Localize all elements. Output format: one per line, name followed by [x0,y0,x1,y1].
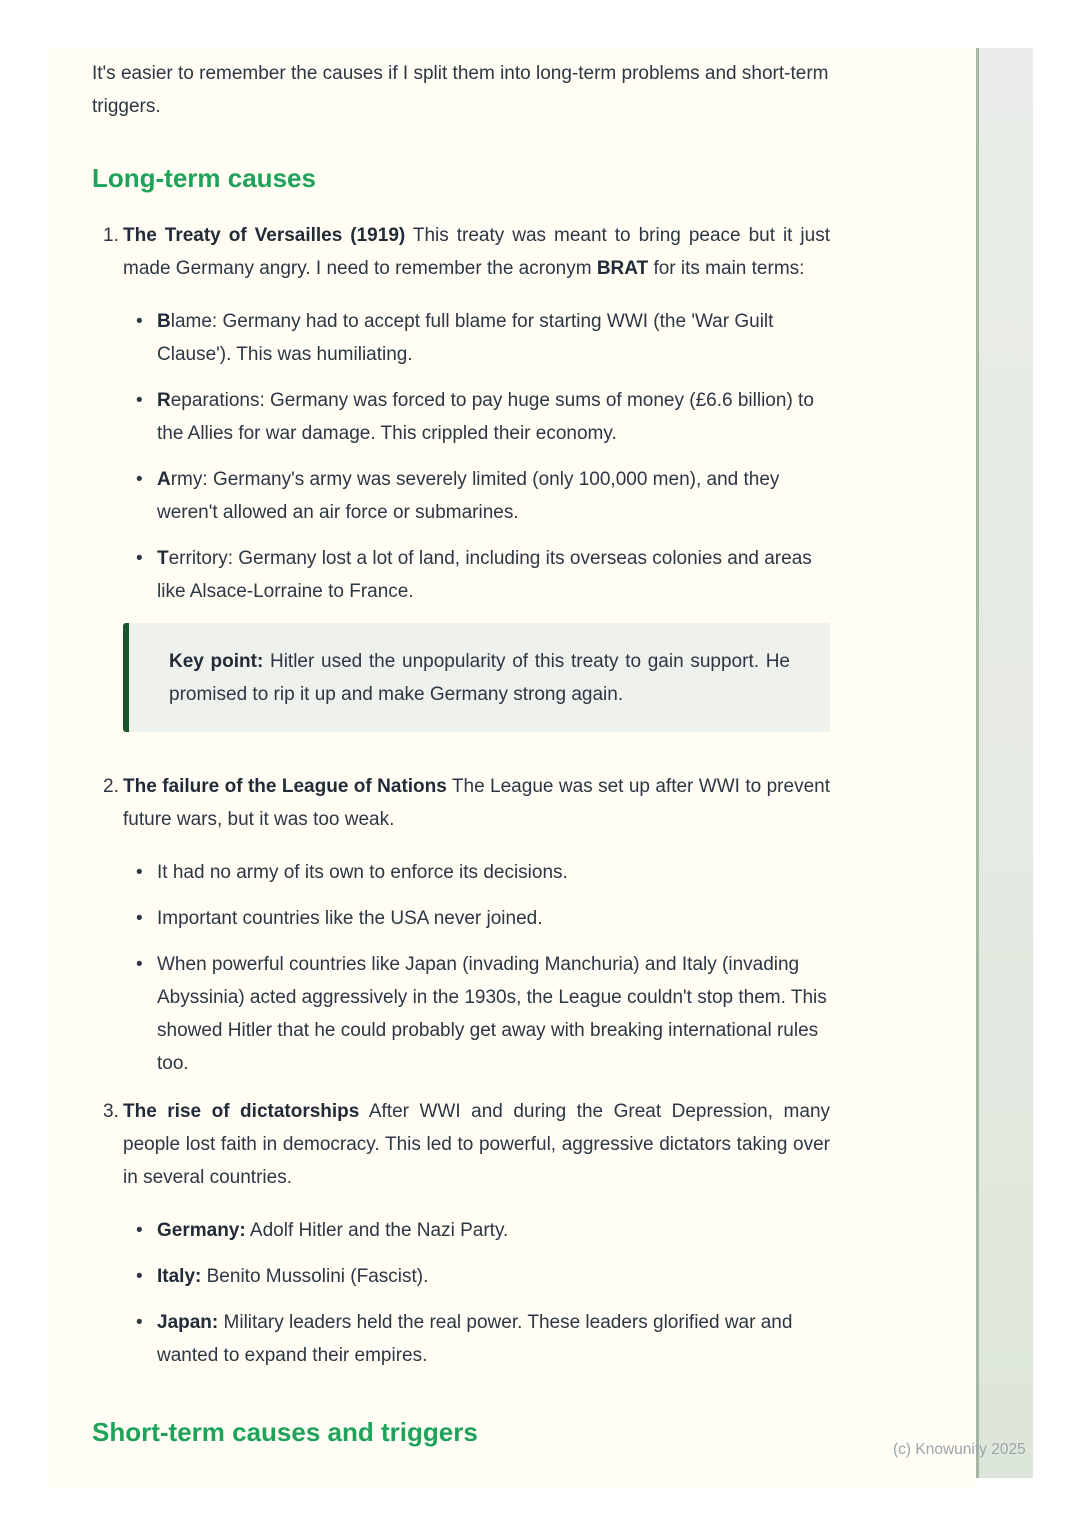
copyright-watermark: (c) Knowunity 2025 [893,1441,1026,1458]
bullet-item-army [123,463,830,529]
item-body [123,770,830,1095]
keypoint-callout [123,623,830,732]
bullet-list-dictators [123,1214,830,1372]
item-number: 1. [103,225,119,246]
bullet-list-league [123,856,830,1080]
bullet-text: Important countries like the USA never joined. [157,908,543,929]
numbered-item-rise-of-dictatorships [92,1095,830,1385]
bullet-text: When powerful countries like Japan (invading Manchuria) and Italy (invading Abyssinia) acted aggressively in the 1930s, the League couldn't stop them. This showed Hitler that he could probably get away with breaking international rules too. [157,954,827,1074]
bullet-marker: • [136,1220,143,1241]
bullet-marker: • [136,469,143,490]
item-text: The rise of dictatorships After WWI and during the Great Depression, many people lost faith in democracy. This led to powerful, aggressive dictators taking over in several countries. [123,1101,831,1188]
bullet-item-blame [123,305,830,371]
section-heading-long-term: Long-term causes [92,163,316,193]
item-text: The failure of the League of Nations The League was set up after WWI to prevent future wars, but it was too weak. [123,776,830,830]
next-page-edge [976,48,1033,1478]
bullet-text: Army: Germany's army was severely limited (only 100,000 men), and they weren't allowed an air force or submarines. [157,469,780,523]
bullet-item-japan [123,1306,830,1372]
bullet-text: Germany: Adolf Hitler and the Nazi Party. [157,1220,509,1241]
bullet-text: Japan: Military leaders held the real power. These leaders glorified war and wanted to expand their empires. [157,1312,793,1366]
bullet-marker: • [136,862,143,883]
bullet-marker: • [136,390,143,411]
item-body [123,219,830,770]
bullet-text: Italy: Benito Mussolini (Fascist). [157,1266,429,1287]
bullet-item-japan-italy-aggression [123,948,830,1080]
bullet-item-reparations [123,384,830,450]
bullet-text: It had no army of its own to enforce its decisions. [157,862,568,883]
bullet-text: Reparations: Germany was forced to pay huge sums of money (£6.6 billion) to the Allies for war damage. This crippled their economy. [157,390,814,444]
acronym-brat: BRAT [596,258,649,279]
bullet-marker: • [136,548,143,569]
bullet-item-germany [123,1214,830,1247]
callout-label: Key point: [169,651,264,672]
item-text: The Treaty of Versailles (1919) This treaty was meant to bring peace but it just made Germany angry. I need to remember the acronym BRAT for its main terms: [123,225,830,279]
bullet-text: Blame: Germany had to accept full blame for starting WWI (the 'War Guilt Clause'). This was humiliating. [157,311,774,365]
notes-content [48,48,976,1447]
bullet-item-italy [123,1260,830,1293]
bullet-marker: • [136,908,143,929]
item-number: 2. [103,776,119,797]
bullet-item-usa-never-joined [123,902,830,935]
item-title: The Treaty of Versailles (1919) [123,225,406,246]
bullet-list-brat [123,305,830,608]
intro-paragraph: It's easier to remember the causes if I split them into long-term problems and short-term triggers. [92,63,829,117]
bullet-marker: • [136,954,143,975]
bullet-item-territory [123,542,830,608]
numbered-item-league-of-nations [92,770,830,1095]
bullet-item-no-army [123,856,830,889]
numbered-item-treaty-of-versailles [92,219,830,770]
item-title: The rise of dictatorships [123,1101,360,1122]
bullet-marker: • [136,311,143,332]
bullet-text: Territory: Germany lost a lot of land, including its overseas colonies and areas like Alsace-Lorraine to France. [157,548,812,602]
item-number: 3. [103,1101,119,1122]
section-heading-short-term: Short-term causes and triggers [92,1417,478,1447]
notes-page [48,48,976,1488]
bullet-marker: • [136,1312,143,1333]
callout-text: Key point: Hitler used the unpopularity of this treaty to gain support. He promised to rip it up and make Germany strong again. [169,651,790,705]
item-title: The failure of the League of Nations [123,776,447,797]
item-body [123,1095,830,1385]
bullet-marker: • [136,1266,143,1287]
